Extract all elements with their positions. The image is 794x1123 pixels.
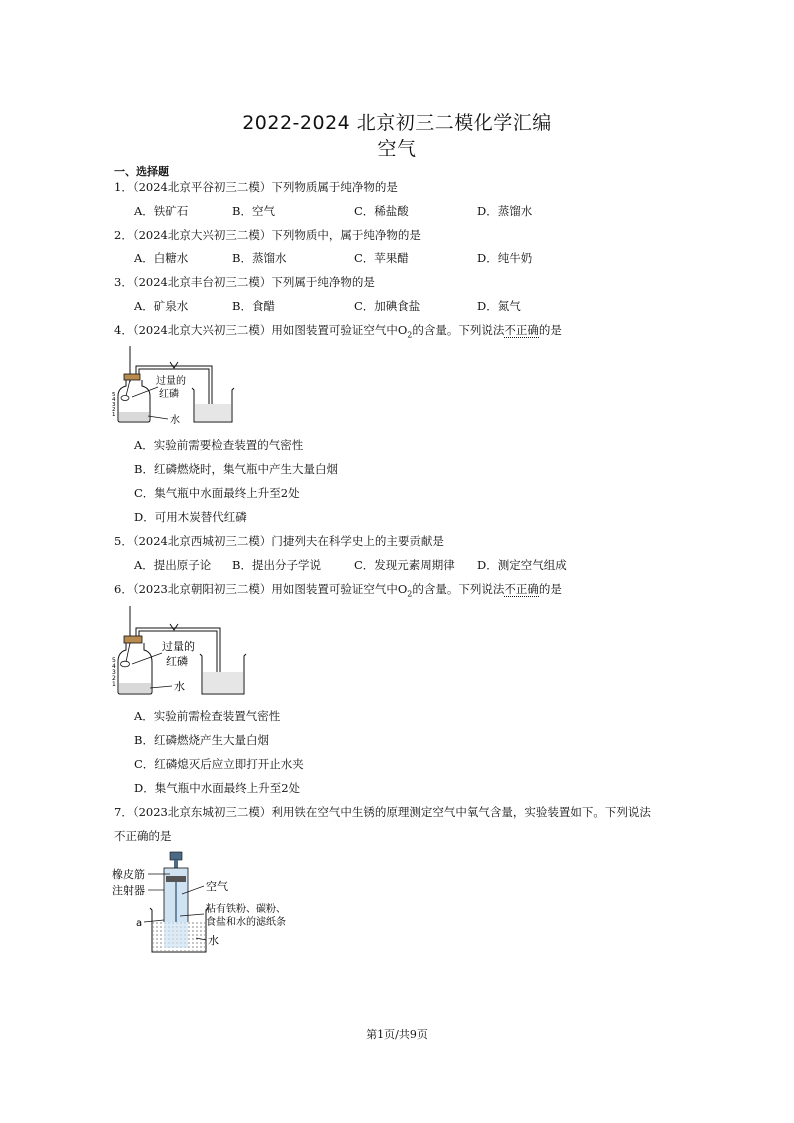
question-6-stem: 6．（2023北京朝阳初三二模）用如图装置可验证空气中$O_2$的含量。下列说法不正确的是 — [114, 582, 562, 599]
label-red-phosphorus: 红磷 — [166, 655, 188, 668]
option-d: D．测定空气组成 — [477, 558, 567, 572]
label-excess: 过量的 — [162, 640, 195, 653]
emphasis-not-correct: 不正确 — [504, 323, 539, 337]
scale-3: 3 — [112, 669, 116, 676]
option-a: A．白糖水 — [134, 251, 189, 265]
option-b: B．蒸馏水 — [232, 251, 287, 265]
option-a: A．矿泉水 — [134, 299, 189, 313]
question-5-stem: 5．（2024北京西城初三二模）门捷列夫在科学史上的主要贡献是 — [114, 534, 444, 548]
question-7-stem-line1: 7．（2023北京东城初三二模）利用铁在空气中生锈的原理测定空气中氧气含量，实验装置如下。下列说法 — [114, 805, 651, 819]
question-2-options — [134, 250, 634, 266]
question-2-stem: 2．（2024北京大兴初三二模）下列物质中，属于纯净物的是 — [114, 228, 421, 242]
section-heading: 一、选择题 — [114, 165, 169, 178]
apparatus-figure-q6 — [112, 604, 252, 696]
option-c: C．苹果醋 — [354, 251, 409, 265]
label-syringe: 注射器 — [112, 884, 145, 897]
question-3-stem: 3．（2024北京丰台初三二模）下列属于纯净物的是 — [114, 275, 375, 289]
option-c: C．发现元素周期律 — [354, 558, 455, 572]
question-5-options — [134, 557, 634, 573]
option-b: B．空气 — [232, 204, 275, 218]
option-c: C．稀盐酸 — [354, 204, 409, 218]
question-6-option-c: C．红磷熄灭后应立即打开止水夹 — [134, 757, 304, 771]
scale-4: 4 — [112, 663, 116, 670]
question-4-option-c: C．集气瓶中水面最终上升至2处 — [134, 486, 300, 500]
option-b: B．食醋 — [232, 299, 275, 313]
option-d: D．纯牛奶 — [477, 251, 533, 265]
scale-4: 4 — [112, 397, 116, 403]
question-1-stem: 1．（2024北京平谷初三二模）下列物质属于纯净物的是 — [114, 180, 398, 194]
label-red-phosphorus: 红磷 — [159, 389, 179, 400]
scale-3: 3 — [112, 402, 116, 408]
label-a: a — [136, 918, 143, 929]
question-6-option-b: B．红磷燃烧产生大量白烟 — [134, 733, 269, 747]
label-water: 水 — [208, 934, 219, 947]
question-7-stem-line2: 不正确的是 — [114, 829, 172, 843]
label-water: 水 — [170, 415, 180, 426]
scale-1: 1 — [112, 412, 116, 418]
scale-5: 5 — [112, 657, 116, 664]
label-filter-paper-line1: 粘有铁粉、碳粉、 — [206, 904, 286, 915]
scale-2: 2 — [112, 675, 116, 682]
scale-5: 5 — [112, 392, 116, 398]
option-c: C．加碘食盐 — [354, 299, 421, 313]
question-3-options — [134, 298, 634, 314]
option-b: B．提出分子学说 — [232, 558, 321, 572]
page-footer: 第1页/共9页 — [366, 1028, 428, 1041]
label-excess: 过量的 — [156, 376, 186, 387]
apparatus-figure-q7 — [112, 850, 312, 960]
option-a: A．提出原子论 — [134, 558, 212, 572]
question-4-option-a: A．实验前需要检查装置的气密性 — [134, 438, 304, 452]
option-d: D．蒸馏水 — [477, 204, 533, 218]
scale-2: 2 — [112, 407, 116, 413]
question-4-option-d: D．可用木炭替代红磷 — [134, 510, 247, 524]
question-4-stem: 4．（2024北京大兴初三二模）用如图装置可验证空气中$O_2$的含量。下列说法不正确的是 — [114, 323, 562, 340]
label-air: 空气 — [206, 880, 228, 893]
page-subtitle: 空气 — [377, 138, 417, 160]
scale-1: 1 — [112, 681, 116, 688]
question-4-option-b: B．红磷燃烧时，集气瓶中产生大量白烟 — [134, 462, 338, 476]
apparatus-figure-q4 — [112, 344, 242, 426]
label-water: 水 — [174, 680, 185, 693]
question-6-option-a: A．实验前需检查装置气密性 — [134, 709, 281, 723]
label-filter-paper-line2: 食盐和水的滤纸条 — [206, 917, 286, 928]
emphasis-not-correct: 不正确 — [504, 582, 539, 596]
page-title: 2022-2024 北京初三二模化学汇编 — [242, 112, 552, 134]
question-1-options — [134, 203, 634, 219]
option-a: A．铁矿石 — [134, 204, 189, 218]
label-rubber-band: 橡皮筋 — [112, 868, 145, 881]
option-d: D．氮气 — [477, 299, 521, 313]
question-6-option-d: D．集气瓶中水面最终上升至2处 — [134, 781, 301, 795]
